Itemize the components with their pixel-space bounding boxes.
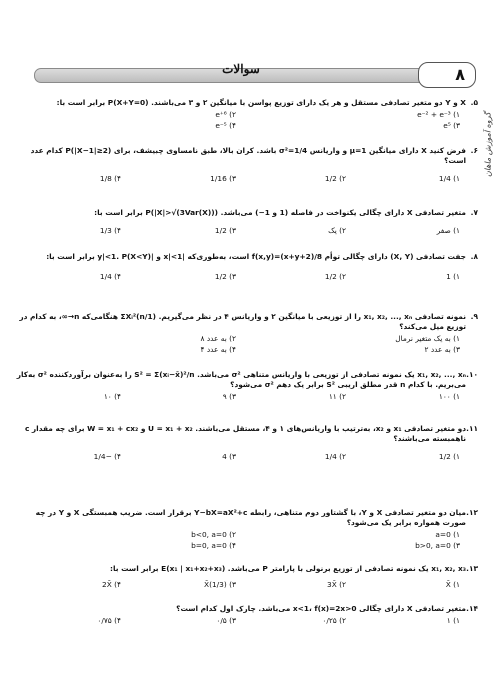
question-stem: متغیر تصادفی X دارای چگالی یکنواخت در فاصله (1 و 1−) می‌باشد. P(|X|>√(3Var(X))) برابر است با: — [94, 208, 466, 217]
option[interactable]: ۱) 1 — [446, 272, 460, 281]
option[interactable]: ۲) 1/2 — [324, 174, 346, 183]
option[interactable]: ۴) e⁻⁵ — [215, 121, 236, 130]
option[interactable]: ۳) b>0, a=0 — [415, 541, 460, 550]
question-stem: فرض کنید X دارای میانگین μ=1 و واریانس σ²=1/4 باشد. کران بالا، طبق نامساوی چبیشف، برای P(|X−1|≥2) کدام عدد است؟ — [30, 146, 466, 165]
options — [14, 334, 466, 356]
option[interactable]: ۴) 2X̄ — [102, 580, 121, 589]
option[interactable]: ۲) e⁺⁶ — [215, 110, 236, 119]
page-header — [6, 62, 476, 88]
question-number: ۵. — [470, 98, 478, 107]
option[interactable]: ۴) −1/4 — [93, 452, 121, 461]
option[interactable]: ۳) 1/16 — [210, 174, 236, 183]
option[interactable]: ۱) X̄ — [445, 580, 460, 589]
option[interactable]: ۲) 3X̄ — [327, 580, 346, 589]
option[interactable]: ۱) ۱۰۰ — [438, 392, 460, 401]
question-number: ۸. — [470, 252, 478, 261]
side-label: گروه آموزش ماهان — [483, 112, 493, 177]
option[interactable]: ۴) ۱۰ — [103, 392, 121, 401]
question — [14, 424, 478, 464]
question-number: ۱۴. — [466, 604, 478, 613]
option[interactable]: ۳) 1/2 — [214, 272, 236, 281]
side-watermark — [478, 100, 498, 200]
option[interactable]: ۲) یک — [328, 226, 346, 235]
options — [14, 452, 466, 464]
section-title: سوالات — [222, 62, 260, 76]
option[interactable]: ۲) به عدد ۸ — [200, 334, 236, 343]
option[interactable]: ۳) ۹ — [222, 392, 236, 401]
question-stem: X و Y دو متغیر تصادفی مستقل و هر یک دارای توزیع پواسن با میانگین ۲ و ۳ می‌باشند. P(X+Y=0) برابر است با: — [56, 98, 466, 107]
question — [14, 370, 478, 404]
option[interactable]: ۲) ۰/۲۵ — [322, 616, 346, 625]
option[interactable]: ۲) 1/2 — [324, 272, 346, 281]
option[interactable]: ۳) e⁵ — [443, 121, 460, 130]
option[interactable]: ۱) صفر — [436, 226, 460, 235]
question-number: ۱۱. — [466, 424, 478, 433]
question-number: ۹. — [470, 312, 478, 321]
question-stem: متغیر تصادفی X دارای چگالی 0<x<1، f(x)=2x می‌باشد. چارک اول کدام است؟ — [176, 604, 466, 613]
question — [14, 564, 478, 592]
option[interactable]: ۴) b=0, a=0 — [191, 541, 236, 550]
question-number: ۷. — [470, 208, 478, 217]
options — [14, 226, 466, 238]
option[interactable]: ۱) a=0 — [435, 530, 460, 539]
option[interactable]: ۴) 1/8 — [99, 174, 121, 183]
option[interactable]: ۴) ۰/۷۵ — [97, 616, 121, 625]
question-stem: میان دو متغیر تصادفی X و Y، با گشتاور دوم متناهی، رابطه Y−bX=aX²+c برقرار است. ضریب همبستگی X و Y در چه صورت همواره برابر یک می‌شود؟ — [35, 508, 466, 527]
option[interactable]: ۳) 4 — [222, 452, 236, 461]
question-stem: x₁, x₂, ..., xₙ یک نمونه تصادفی از توزیعی با واریانس متناهی σ² می‌باشد. S² = Σ(xᵢ−x̄)²/n را به‌عنوان برآوردکننده σ² به‌کار می‌بریم. با کدام n قدر مطلق اریبی S² برابر یک دهم σ² می‌شود؟ — [16, 370, 466, 389]
option[interactable]: ۲) b<0, a=0 — [191, 530, 236, 539]
question-number: ۱۰. — [466, 370, 478, 379]
question — [14, 604, 478, 628]
option[interactable]: ۲) ۱۱ — [328, 392, 346, 401]
option[interactable]: ۱) 1/2 — [438, 452, 460, 461]
options — [14, 110, 466, 132]
question-stem: x₁, x₂, x₃ یک نمونه تصادفی از توزیع برنولی با پارامتر P می‌باشد. E(x₁ | x₁+x₂+x₃) برابر است با: — [110, 564, 466, 573]
option[interactable]: ۱) به یک متغیر نرمال — [395, 334, 460, 343]
option[interactable]: ۴) به عدد ۴ — [200, 345, 236, 354]
option[interactable]: ۳) (1/3)X̄ — [204, 580, 236, 589]
option[interactable]: ۲) 1/4 — [324, 452, 346, 461]
question-number: ۱۲. — [466, 508, 478, 517]
options — [14, 272, 466, 284]
question-number: ۶. — [470, 146, 478, 155]
option[interactable]: ۴) 1/4 — [99, 272, 121, 281]
option[interactable]: ۱) 1/4 — [438, 174, 460, 183]
options — [14, 530, 466, 552]
question — [14, 98, 478, 132]
options — [14, 392, 466, 404]
question-stem: جفت تصادفی (X, Y) دارای چگالی توأم f(x,y)=(x+y+2)/8 است، به‌طوری‌که |x|<1 و |y|<1. P(X<Y) برابر است با: — [46, 252, 466, 261]
question-number: ۱۳. — [466, 564, 478, 573]
question — [14, 312, 478, 356]
options — [14, 616, 466, 628]
option[interactable]: ۳) ۰/۵ — [216, 616, 236, 625]
page-number: ۸ — [418, 62, 476, 88]
question — [14, 146, 478, 186]
question — [14, 208, 478, 238]
option[interactable]: ۱) e⁻² + e⁻³ — [417, 110, 460, 119]
options — [14, 174, 466, 186]
option[interactable]: ۱) ۱ — [446, 616, 460, 625]
question-stem: دو متغیر تصادفی x₁ و x₂، به‌ترتیب با واریانس‌های ۱ و ۴، مستقل می‌باشند. U = x₁ + x₂ و W = x₁ + cx₂ برای چه مقدار c ناهمبسته می‌باشند؟ — [24, 424, 466, 443]
option[interactable]: ۳) به عدد ۲ — [424, 345, 460, 354]
question — [14, 508, 478, 552]
question — [14, 252, 478, 284]
question-stem: نمونه تصادفی x₁, x₂, ..., xₙ را از توزیعی با میانگین ۲ و واریانس ۴ در نظر می‌گیریم. (1/n)ΣXᵢ² هنگامی‌که n→∞، به کدام در توزیع میل می‌کند؟ — [19, 312, 466, 331]
option[interactable]: ۳) 1/2 — [214, 226, 236, 235]
option[interactable]: ۴) 1/3 — [99, 226, 121, 235]
options — [14, 580, 466, 592]
